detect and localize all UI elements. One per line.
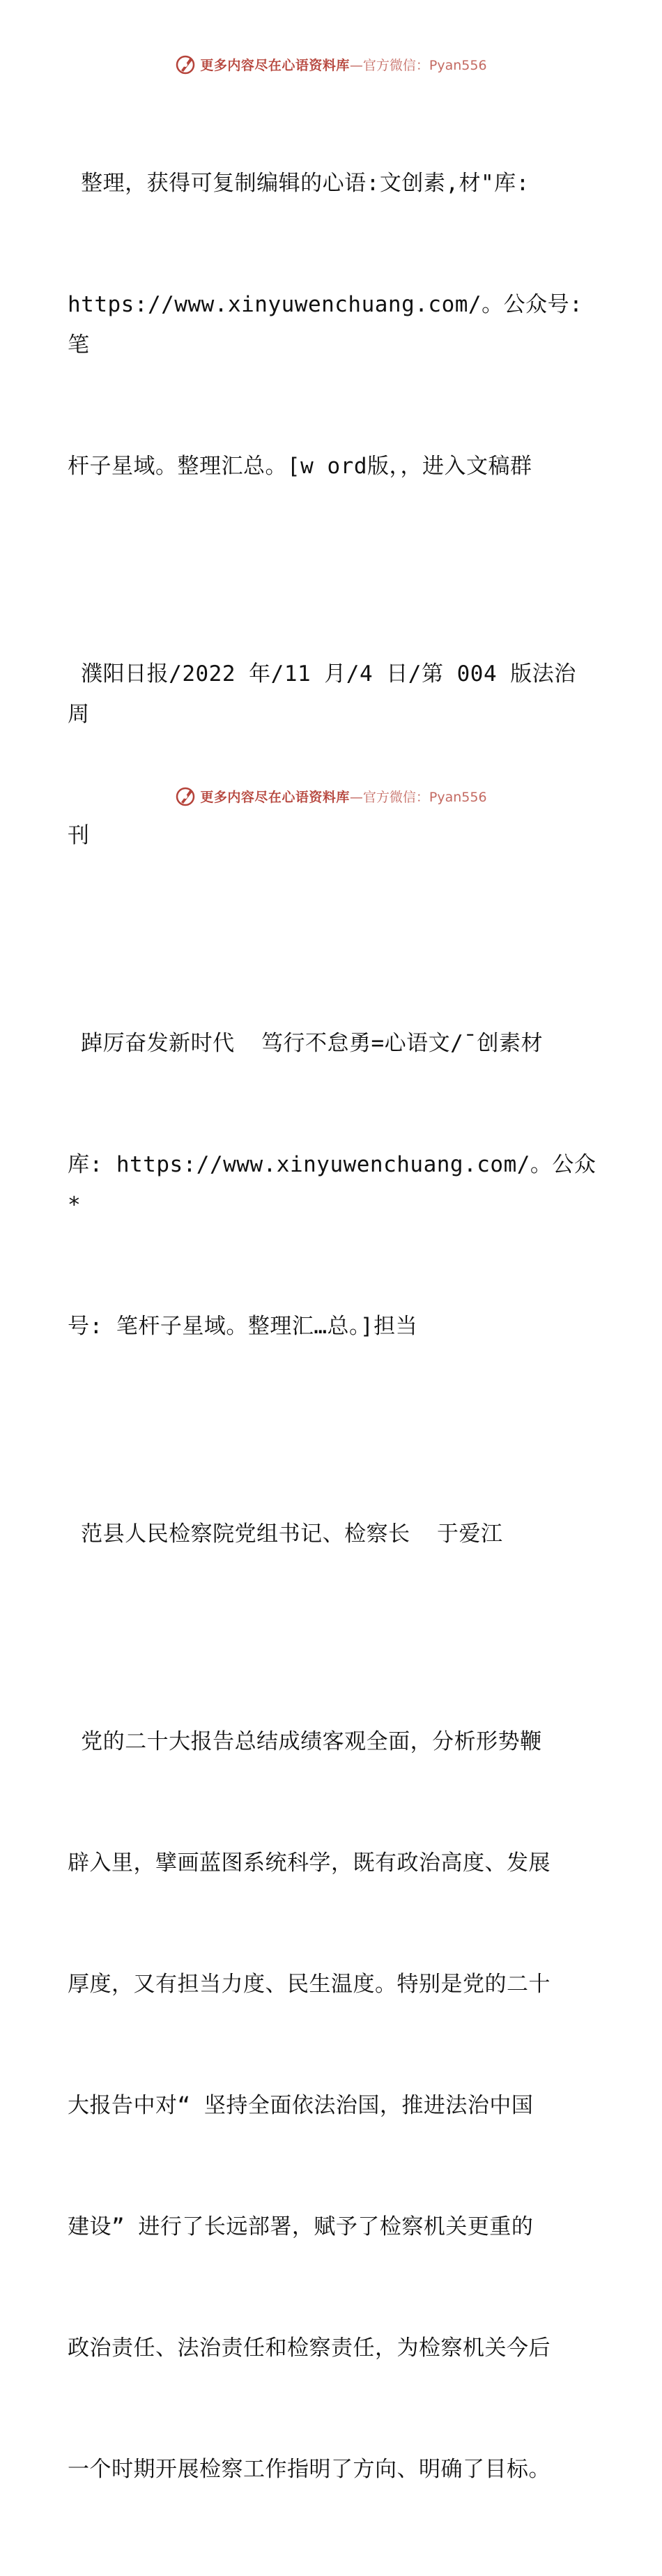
text-line: 辟入里，擘画蓝图系统科学，既有政治高度、发展 (68, 1850, 551, 1876)
banner-title: 更多内容尽在心语资料库 (200, 789, 350, 805)
paragraph (68, 82, 597, 567)
document-body (68, 82, 597, 2576)
text-line: 范县人民检察院党组书记、检察长 于爱江 (68, 1521, 503, 1547)
quill-logo-icon (175, 54, 196, 75)
paragraph (68, 573, 597, 937)
text-line: https://www.xinyuwenchuang.com/。公众号: 笔 (68, 292, 596, 358)
text-line: 党的二十大报告总结成绩客观全面，分析形势鞭 (68, 1729, 542, 1754)
paragraph (68, 1641, 597, 2570)
text-line: 政治责任、法治责任和检察责任，为检察机关今后 (68, 2336, 551, 2361)
text-line: 库: https://www.xinyuwenchuang.com/。公众* (68, 1152, 596, 1218)
paragraph (68, 1433, 597, 1635)
banner-wechat: —官方微信：Pyan556 (349, 789, 487, 805)
header-watermark-banner (0, 50, 662, 78)
text-line: 刊 (68, 823, 90, 848)
text-line: 厚度，又有担当力度、民生温度。特别是党的二十 (68, 1972, 551, 1997)
text-line: 整理，获得可复制编辑的心语:文创素,材"库: (68, 171, 530, 196)
text-line: 杆子星域。整理汇总。[w ord版，，进入文稿群 (68, 454, 532, 479)
banner-title: 更多内容尽在心语资料库 (200, 57, 350, 73)
footer-watermark-banner (0, 782, 662, 810)
text-line: 大报告中对“ 坚持全面依法治国，推进法治中国 (68, 2093, 534, 2118)
text-line: 号: 笔杆子星域。整理汇…总。]担当 (68, 1314, 418, 1339)
text-line: 踔厉奋发新时代 笃行不怠勇=心语文/¯创素材 (68, 1031, 543, 1056)
banner-wechat: —官方微信：Pyan556 (349, 57, 487, 73)
quill-logo-icon (175, 785, 196, 806)
text-line: 一个时期开展检察工作指明了方向、明确了目标。 (68, 2457, 551, 2482)
text-line: 建设” 进行了长远部署，赋予了检察机关更重的 (68, 2214, 534, 2239)
paragraph (68, 942, 597, 1427)
text-line: 濮阳日报/2022 年/11 月/4 日/第 004 版法治周 (68, 661, 576, 727)
